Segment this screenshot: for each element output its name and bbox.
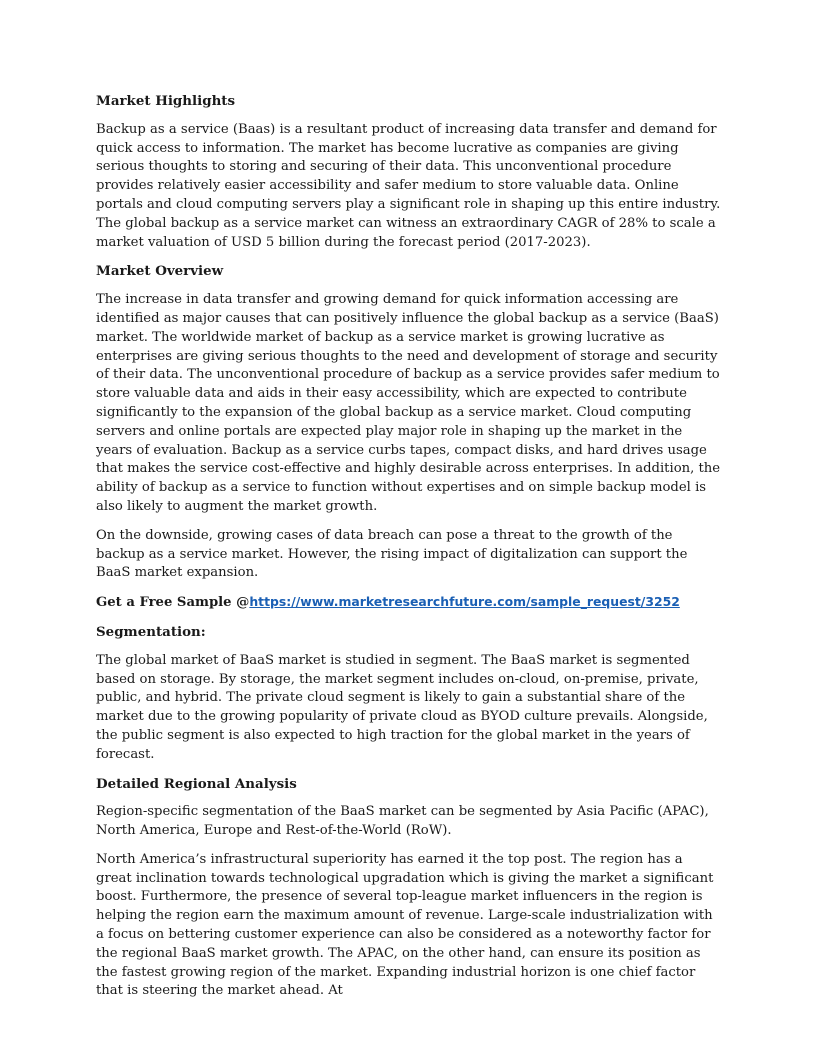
regional-analysis-heading: Detailed Regional Analysis (96, 775, 297, 792)
free-sample-label: Get a Free Sample @ (96, 595, 250, 611)
segmentation-paragraph: The global market of BaaS market is studied in segment. The BaaS market is segmented based on storage. By storage, the market segment includes on-cloud, on-premise, private, public, and hybrid. The private cloud segment is likely to gain a substantial share of the market due to the growing popularity of private cloud as BYOD culture prevails. Alongside, the public segment is also expected to high traction for the global market in the years of forecast. (96, 652, 708, 762)
market-highlights-paragraph: Backup as a service (Baas) is a resultant product of increasing data transfer and demand for quick access to information. The market has become lucrative as companies are giving serious thoughts to storing and securing of their data. This unconventional procedure provides relatively easier accessibility and safer medium to store valuable data. Online portals and cloud computing servers play a significant role in shaping up this entire industry. The global backup as a service market can witness an extraordinary CAGR of 28% to scale a market valuation of USD 5 billion during the forecast period (2017-2023). (96, 121, 721, 250)
sample-request-link[interactable]: https://www.marketresearchfuture.com/sample_request/3252 (249, 594, 680, 610)
north-america-paragraph: North America’s infrastructural superiority has earned it the top post. The region has a great inclination towards technological upgradation which is giving the market a significant boost. Furthermore, the presence of several top-league market influencers in the region is helping the region earn the maximum amount of revenue. Large-scale industrialization with a focus on bettering customer experience can also be considered as a noteworthy factor for the regional BaaS market growth. The APAC, on the other hand, can ensure its position as the fastest growing region of the market. Expanding industrial horizon is one chief factor that is steering the market ahead. At (96, 851, 714, 999)
regional-intro-paragraph: Region-specific segmentation of the BaaS market can be segmented by Asia Pacific (APAC), North America, Europe and Rest-of-the-World (RoW). (96, 804, 709, 839)
segmentation-heading: Segmentation: (96, 623, 206, 640)
free-sample-line (96, 593, 722, 613)
document-page (96, 92, 722, 1011)
market-highlights-heading: Market Highlights (96, 93, 236, 109)
market-overview-paragraph: The increase in data transfer and growing demand for quick information accessing are identified as major causes that can positively influence the global backup as a service (BaaS) market. The worldwide market of backup as a service market is growing lucrative as enterprises are giving serious thoughts to the need and development of storage and security of their data. The unconventional procedure of backup as a service provides safer medium to store valuable data and aids in their easy accessibility, which are expected to contribute significantly to the expansion of the global backup as a service market. Cloud computing servers and online portals are expected play major role in shaping up the market in the years of evaluation. Backup as a service curbs tapes, compact disks, and hard drives usage that makes the service cost-effective and highly desirable across enterprises. In addition, the ability of backup as a service to function without expertises and on simple backup model is also likely to augment the market growth. (96, 292, 721, 514)
market-overview-heading: Market Overview (96, 263, 224, 280)
downside-paragraph: On the downside, growing cases of data breach can pose a threat to the growth of the backup as a service market. However, the rising impact of digitalization can support the BaaS market expansion. (96, 527, 688, 581)
